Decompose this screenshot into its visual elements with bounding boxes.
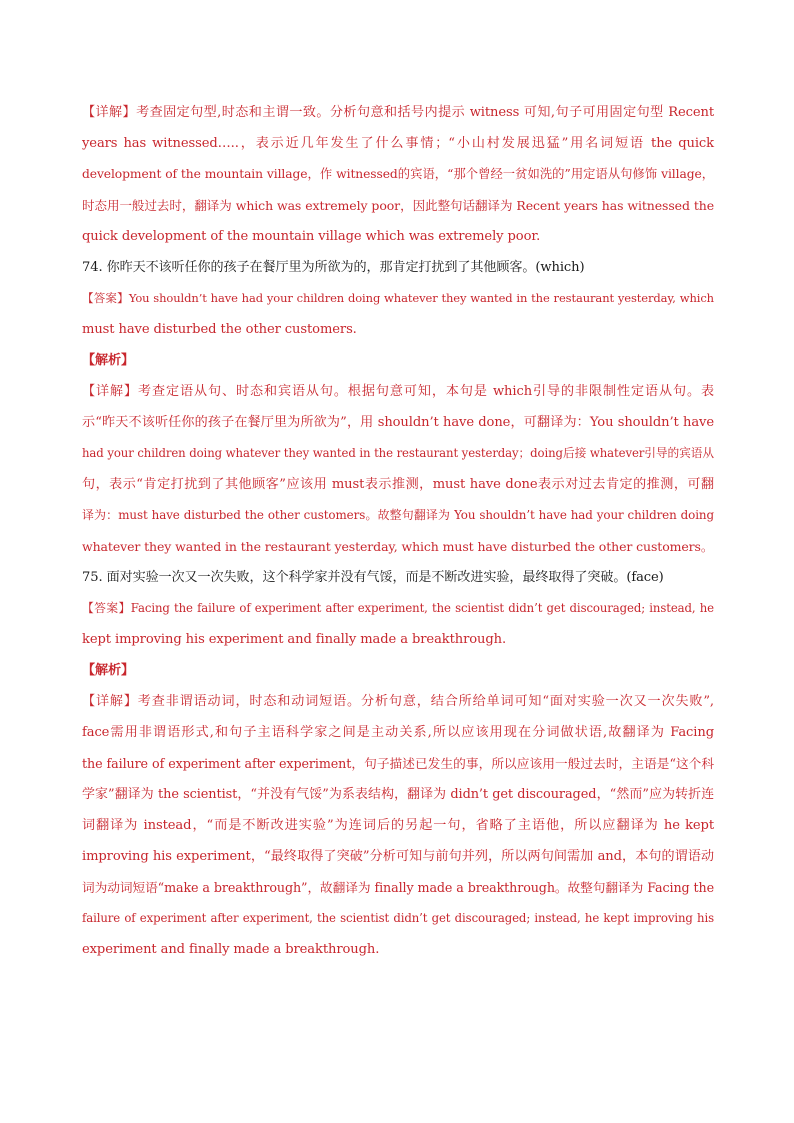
q75-detail-line-7: 词为动词短语“make a breakthrough”，故翻译为 finally made a breakthrough。故整句翻译为 Facing the bbox=[82, 880, 714, 895]
q73-detail-line-3: development of the mountain village，作 witnessed的宾语，“那个曾经一贫如洗的”用定语从句修饰 village， bbox=[82, 167, 714, 181]
q73-detail-line-5: quick development of the mountain village which was extremely poor. bbox=[82, 229, 541, 244]
q74-detail-line-4: 句，表示“肯定打扰到了其他顾客”应该用 must表示推测，must have done表示对过去肯定的推测，可翻 bbox=[82, 477, 714, 492]
q75-detail-line-5: 词翻译为 instead，“而是不断改进实验”为连词后的另起一句，省略了主语他，所以应翻译为 he kept bbox=[82, 818, 714, 833]
q73-detail bbox=[82, 97, 714, 252]
q73-detail-line-4: 时态用一般过去时，翻译为 which was extremely poor，因此整句话翻译为 Recent years has witnessed the bbox=[82, 198, 714, 213]
q74-answer-line-2: must have disturbed the other customers. bbox=[82, 322, 357, 337]
q75-detail-line-9: experiment and finally made a breakthrough. bbox=[82, 942, 380, 957]
q74-detail-line-3: had your children doing whatever they wanted in the restaurant yesterday；doing后接 whatever引导的宾语从 bbox=[82, 446, 714, 460]
q75-detail-line-6: improving his experiment，“最终取得了突破”分析可知与前句并列，所以两句间需加 and，本句的谓语动 bbox=[82, 849, 714, 864]
q74-answer-line-1: 【答案】You shouldn’t have had your children doing whatever they wanted in the restaurant yesterday, which bbox=[82, 291, 714, 305]
q75-detail-line-1: 【详解】考查非谓语动词，时态和动词短语。分析句意，结合所给单词可知“面对实验一次又一次失败”, bbox=[82, 694, 714, 709]
q75-answer-line-1: 【答案】Facing the failure of experiment after experiment, the scientist didn’t get discouraged; instead, he bbox=[82, 601, 714, 615]
q75-detail-line-2: face需用非谓语形式,和句子主语科学家之间是主动关系,所以应该用现在分词做状语,故翻译为 Facing bbox=[82, 725, 714, 740]
q75-analysis-label: 【解析】 bbox=[82, 663, 134, 678]
q73-detail-line-1: 【详解】考查固定句型,时态和主谓一致。分析句意和括号内提示 witness 可知,句子可用固定句型 Recent bbox=[82, 105, 714, 120]
q75-answer bbox=[82, 593, 714, 655]
q74-detail bbox=[82, 376, 714, 562]
q74-detail-line-2: 示“昨天不该听任你的孩子在餐厅里为所欲为”，用 shouldn’t have done，可翻译为：You shouldn’t have bbox=[82, 415, 714, 430]
q74-detail-line-5: 译为：must have disturbed the other customers。故整句翻译为 You shouldn’t have had your children doing bbox=[82, 508, 714, 522]
q74-detail-line-1: 【详解】考查定语从句、时态和宾语从句。根据句意可知，本句是 which引导的非限制性定语从句。表 bbox=[82, 384, 714, 399]
q75-detail-line-4: 学家”翻译为 the scientist，“并没有气馁”为系表结构，翻译为 didn’t get discouraged，“然而”应为转折连 bbox=[82, 787, 714, 802]
q74-answer bbox=[82, 283, 714, 345]
q75-detail-line-3: the failure of experiment after experiment，句子描述已发生的事，所以应该用一般过去时，主语是“这个科 bbox=[82, 756, 714, 771]
q75-answer-line-2: kept improving his experiment and finally made a breakthrough. bbox=[82, 632, 507, 647]
q74-analysis-label: 【解析】 bbox=[82, 353, 134, 368]
q74-question: 74. 你昨天不该听任你的孩子在餐厅里为所欲为的，那肯定打扰到了其他顾客。(which) bbox=[82, 260, 585, 275]
q75-question: 75. 面对实验一次又一次失败，这个科学家并没有气馁，而是不断改进实验，最终取得了突破。(face) bbox=[82, 570, 664, 585]
q75-detail bbox=[82, 686, 714, 965]
document-page bbox=[82, 97, 714, 965]
q75-detail-line-8: failure of experiment after experiment, the scientist didn’t get discouraged; instead, he kept improving his bbox=[82, 911, 714, 925]
q74-detail-line-6: whatever they wanted in the restaurant yesterday, which must have disturbed the other customers。 bbox=[82, 539, 714, 554]
q73-detail-line-2: years has witnessed…..，表示近几年发生了什么事情；“小山村发展迅猛”用名词短语 the quick bbox=[82, 136, 714, 151]
